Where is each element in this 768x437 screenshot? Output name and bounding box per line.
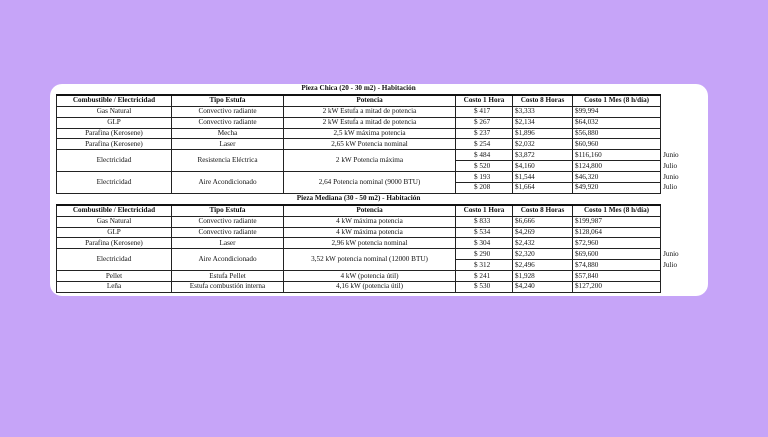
- table-row: [57, 172, 709, 183]
- month-note-cell: Junio: [661, 150, 708, 161]
- cost-month-cell: $49,920: [573, 183, 661, 194]
- cost-1h-cell: $ 312: [456, 260, 513, 271]
- month-note-cell: [661, 128, 708, 139]
- fuel-cell: GLP: [57, 117, 172, 128]
- cost-1h-cell: $ 534: [456, 227, 513, 238]
- cost-8h-cell: $2,032: [513, 139, 573, 150]
- spreadsheet-card: [50, 84, 708, 296]
- cost-month-cell: $64,032: [573, 117, 661, 128]
- month-note-cell: [661, 238, 708, 249]
- power-cell: 2,64 Potencia nominal (9000 BTU): [284, 172, 456, 194]
- cost-1h-cell: $ 237: [456, 128, 513, 139]
- header-row: [57, 205, 709, 216]
- power-cell: 2,96 kW potencia nominal: [284, 238, 456, 249]
- fuel-cell: Gas Natural: [57, 216, 172, 227]
- cost-month-cell: $99,994: [573, 106, 661, 117]
- cost-8h-cell: $2,496: [513, 260, 573, 271]
- power-cell: 2,65 kW Potencia nominal: [284, 139, 456, 150]
- section-title-row: [57, 84, 709, 95]
- table-row: [57, 282, 709, 293]
- month-note-cell: [661, 117, 708, 128]
- cost-8h-cell: $2,432: [513, 238, 573, 249]
- blank-cell: [661, 84, 708, 95]
- column-header: Potencia: [284, 95, 456, 106]
- power-cell: 4 kW (potencia útil): [284, 271, 456, 282]
- table-row: [57, 238, 709, 249]
- cost-month-cell: $60,960: [573, 139, 661, 150]
- fuel-cell: Parafina (Kerosene): [57, 139, 172, 150]
- table-row: [57, 249, 709, 260]
- cost-month-cell: $128,064: [573, 227, 661, 238]
- column-header: Costo 8 Horas: [513, 205, 573, 216]
- stove-type-cell: Convectivo radiante: [172, 227, 284, 238]
- table-row: [57, 139, 709, 150]
- cost-8h-cell: $3,333: [513, 106, 573, 117]
- month-note-cell: [661, 227, 708, 238]
- fuel-cell: Electricidad: [57, 150, 172, 172]
- column-header: Costo 1 Hora: [456, 95, 513, 106]
- column-header: Costo 1 Mes (8 h/día): [573, 95, 661, 106]
- power-cell: 4 kW máxima potencia: [284, 216, 456, 227]
- stove-type-cell: Laser: [172, 238, 284, 249]
- blank-cell: [661, 205, 708, 216]
- fuel-cell: Parafina (Kerosene): [57, 128, 172, 139]
- power-cell: 4,16 kW (potencia útil): [284, 282, 456, 293]
- fuel-cell: Electricidad: [57, 249, 172, 271]
- stove-type-cell: Aire Acondicionado: [172, 249, 284, 271]
- stove-type-cell: Estufa Pellet: [172, 271, 284, 282]
- table-row: [57, 128, 709, 139]
- month-note-cell: Julio: [661, 260, 708, 271]
- cost-8h-cell: $1,664: [513, 183, 573, 194]
- header-row: [57, 95, 709, 106]
- stove-type-cell: Estufa combustión interna: [172, 282, 284, 293]
- cost-8h-cell: $2,134: [513, 117, 573, 128]
- stove-type-cell: Convectivo radiante: [172, 106, 284, 117]
- cost-month-cell: $69,600: [573, 249, 661, 260]
- power-cell: 3,52 kW potencia nominal (12000 BTU): [284, 249, 456, 271]
- cost-8h-cell: $1,544: [513, 172, 573, 183]
- cost-8h-cell: $1,896: [513, 128, 573, 139]
- cost-8h-cell: $1,928: [513, 271, 573, 282]
- cost-1h-cell: $ 193: [456, 172, 513, 183]
- cost-month-cell: $116,160: [573, 150, 661, 161]
- cost-1h-cell: $ 530: [456, 282, 513, 293]
- cost-month-cell: $74,880: [573, 260, 661, 271]
- cost-1h-cell: $ 304: [456, 238, 513, 249]
- stove-type-cell: Convectivo radiante: [172, 216, 284, 227]
- month-note-cell: [661, 106, 708, 117]
- column-header: Combustible / Electricidad: [57, 95, 172, 106]
- power-cell: 2 kW Potencia máxima: [284, 150, 456, 172]
- month-note-cell: Junio: [661, 172, 708, 183]
- table-row: [57, 227, 709, 238]
- column-header: Combustible / Electricidad: [57, 205, 172, 216]
- cost-8h-cell: $3,872: [513, 150, 573, 161]
- cost-8h-cell: $4,160: [513, 161, 573, 172]
- cost-month-cell: $46,320: [573, 172, 661, 183]
- blank-cell: [661, 95, 708, 106]
- table-row: [57, 150, 709, 161]
- cost-1h-cell: $ 484: [456, 150, 513, 161]
- column-header: Costo 8 Horas: [513, 95, 573, 106]
- cost-month-cell: $72,960: [573, 238, 661, 249]
- column-header: Potencia: [284, 205, 456, 216]
- month-note-cell: Junio: [661, 249, 708, 260]
- stove-type-cell: Aire Acondicionado: [172, 172, 284, 194]
- fuel-cell: Leña: [57, 282, 172, 293]
- heating-cost-table: [56, 84, 708, 293]
- month-note-cell: [661, 282, 708, 293]
- cost-1h-cell: $ 290: [456, 249, 513, 260]
- section-title-row: [57, 193, 709, 204]
- stove-type-cell: Mecha: [172, 128, 284, 139]
- cost-1h-cell: $ 833: [456, 216, 513, 227]
- month-note-cell: [661, 139, 708, 150]
- column-header: Tipo Estufa: [172, 95, 284, 106]
- month-note-cell: Julio: [661, 161, 708, 172]
- month-note-cell: [661, 271, 708, 282]
- cost-month-cell: $199,987: [573, 216, 661, 227]
- power-cell: 4 kW máxima potencia: [284, 227, 456, 238]
- cost-1h-cell: $ 417: [456, 106, 513, 117]
- cost-month-cell: $57,840: [573, 271, 661, 282]
- power-cell: 2,5 kW máxima potencia: [284, 128, 456, 139]
- month-note-cell: Julio: [661, 183, 708, 194]
- table-row: [57, 117, 709, 128]
- table-row: [57, 106, 709, 117]
- cost-8h-cell: $4,269: [513, 227, 573, 238]
- table-row: [57, 271, 709, 282]
- cost-1h-cell: $ 208: [456, 183, 513, 194]
- fuel-cell: Parafina (Kerosene): [57, 238, 172, 249]
- cost-8h-cell: $2,320: [513, 249, 573, 260]
- stove-type-cell: Resistencia Eléctrica: [172, 150, 284, 172]
- fuel-cell: Gas Natural: [57, 106, 172, 117]
- cost-month-cell: $56,880: [573, 128, 661, 139]
- section-title: Pieza Mediana (30 - 50 m2) - Habitación: [57, 193, 661, 204]
- column-header: Costo 1 Hora: [456, 205, 513, 216]
- power-cell: 2 kW Estufa a mitad de potencia: [284, 106, 456, 117]
- cost-8h-cell: $4,240: [513, 282, 573, 293]
- cost-1h-cell: $ 254: [456, 139, 513, 150]
- stove-type-cell: Convectivo radiante: [172, 117, 284, 128]
- table-row: [57, 216, 709, 227]
- stove-type-cell: Laser: [172, 139, 284, 150]
- fuel-cell: GLP: [57, 227, 172, 238]
- blank-cell: [661, 193, 708, 204]
- fuel-cell: Pellet: [57, 271, 172, 282]
- column-header: Tipo Estufa: [172, 205, 284, 216]
- cost-1h-cell: $ 267: [456, 117, 513, 128]
- column-header: Costo 1 Mes (8 h/día): [573, 205, 661, 216]
- cost-8h-cell: $6,666: [513, 216, 573, 227]
- cost-month-cell: $124,800: [573, 161, 661, 172]
- fuel-cell: Electricidad: [57, 172, 172, 194]
- power-cell: 2 kW Estufa a mitad de potencia: [284, 117, 456, 128]
- cost-1h-cell: $ 241: [456, 271, 513, 282]
- month-note-cell: [661, 216, 708, 227]
- section-title: Pieza Chica (20 - 30 m2) - Habitación: [57, 84, 661, 95]
- cost-month-cell: $127,200: [573, 282, 661, 293]
- cost-1h-cell: $ 520: [456, 161, 513, 172]
